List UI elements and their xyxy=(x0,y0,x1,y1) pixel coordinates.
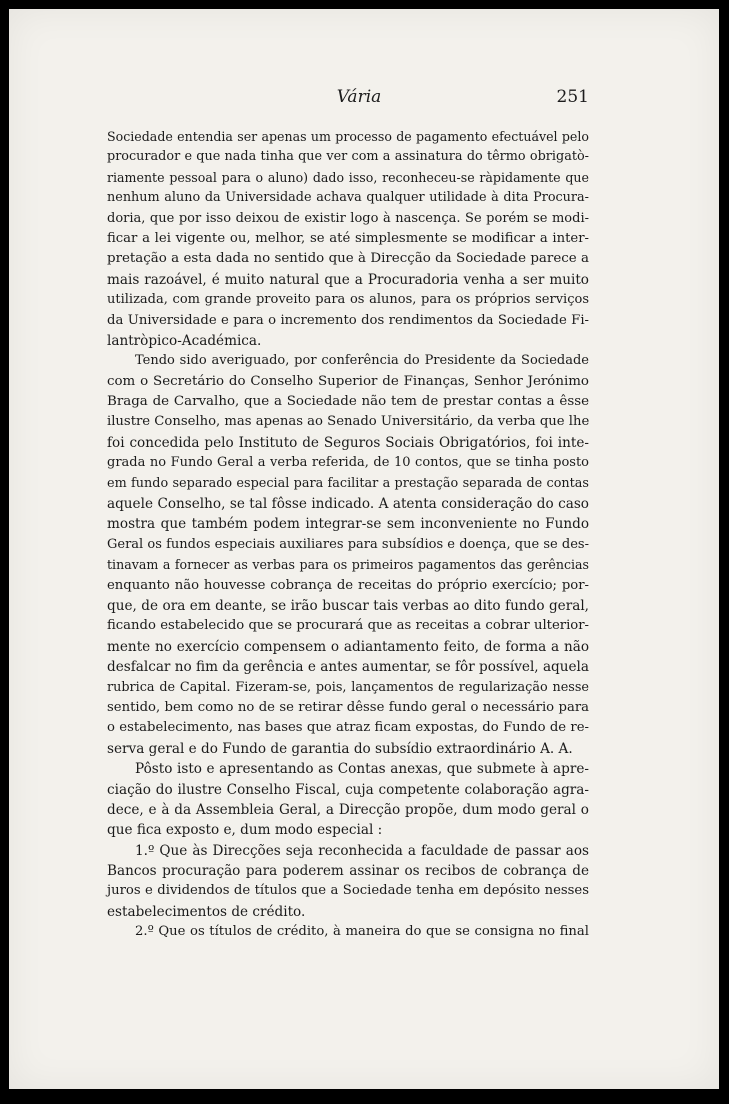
text-line: rubrica de Capital. Fizeram-se, pois, lançamentos de regularização nesse xyxy=(107,679,589,695)
text-line: dece, e à da Assembleia Geral, a Direcção propõe, dum modo geral o xyxy=(107,801,589,818)
text-line: ficando estabelecido que se procurará que as receitas a cobrar ulterior- xyxy=(107,618,589,634)
text-line: procurador e que nada tinha que ver com a assinatura do têrmo obrigatò- xyxy=(107,149,589,165)
text-line: Braga de Carvalho, que a Sociedade não tem de prestar contas a êsse xyxy=(107,394,589,410)
text-line: doria, que por isso deixou de existir logo à nascença. Se porém se modi- xyxy=(107,210,589,226)
text-line: mente no exercício compensem o adiantamento feito, de forma a não xyxy=(107,638,589,655)
text-line: utilizada, com grande proveito para os alunos, para os próprios serviços xyxy=(107,292,589,308)
text-line: foi concedida pelo Instituto de Seguros Sociais Obrigatórios, foi inte- xyxy=(107,434,589,451)
text-line: pretação a esta dada no sentido que à Direcção da Sociedade parece a xyxy=(107,251,589,267)
text-line: grada no Fundo Geral a verba referida, de 10 contos, que se tinha posto xyxy=(107,455,589,471)
text-line: estabelecimentos de crédito. xyxy=(107,903,306,920)
text-line: com o Secretário do Conselho Superior de Finanças, Senhor Jerónimo xyxy=(107,373,589,389)
running-title: Vária xyxy=(336,87,382,107)
text-line: enquanto não houvesse cobrança de receitas do próprio exercício; por- xyxy=(107,577,589,593)
text-line: que fica exposto e, dum modo especial : xyxy=(107,822,383,839)
text-line: Geral os fundos especiais auxiliares para subsídios e doença, que se des- xyxy=(107,536,589,552)
text-line: juros e dividendos de títulos que a Sociedade tenha em depósito nesses xyxy=(107,883,589,899)
text-line: nenhum aluno da Universidade achava qualquer utilidade à dita Procura- xyxy=(107,190,589,206)
text-line: em fundo separado especial para facilitar a prestação separada de contas xyxy=(107,475,589,491)
text-line: Tendo sido averiguado, por conferência do Presidente da Sociedade xyxy=(135,353,589,369)
book-page xyxy=(9,9,719,1089)
text-line: Bancos procuração para poderem assinar os recibos de cobrança de xyxy=(107,863,589,880)
text-line: ilustre Conselho, mas apenas ao Senado Universitário, da verba que lhe xyxy=(107,414,590,430)
text-line: ciação do ilustre Conselho Fiscal, cuja competente colaboração agra- xyxy=(107,781,589,798)
body-text xyxy=(107,127,589,943)
text-line: o estabelecimento, nas bases que atraz ficam expostas, do Fundo de re- xyxy=(107,720,589,736)
text-line: serva geral e do Fundo de garantia do subsídio extraordinário A. A. xyxy=(107,740,573,757)
text-line: Pôsto isto e apresentando as Contas anexas, que submete à apre- xyxy=(135,761,589,778)
text-line: 2.º Que os títulos de crédito, à maneira do que se consigna no final xyxy=(135,924,589,940)
text-line: desfalcar no fim da gerência e antes aumentar, se fôr possível, aquela xyxy=(107,659,589,676)
page-number: 251 xyxy=(556,87,589,107)
text-line: aquele Conselho, se tal fôsse indicado. A atenta consideração do caso xyxy=(107,496,589,513)
text-line: que, de ora em deante, se irão buscar tais verbas ao dito fundo geral, xyxy=(107,597,589,614)
page-header xyxy=(109,87,609,117)
text-line: ficar a lei vigente ou, melhor, se até simplesmente se modificar a inter- xyxy=(107,230,589,246)
text-line: da Universidade e para o incremento dos rendimentos da Sociedade Fi- xyxy=(107,312,589,328)
text-line: mostra que também podem integrar-se sem inconveniente no Fundo xyxy=(107,516,589,533)
text-line: sentido, bem como no de se retirar dêsse fundo geral o necessário para xyxy=(107,699,589,715)
text-line: 1.º Que às Direcções seja reconhecida a faculdade de passar aos xyxy=(135,842,589,859)
text-line: lantròpico-Académica. xyxy=(107,332,262,349)
text-line: riamente pessoal para o aluno) dado isso, reconheceu-se ràpidamente que xyxy=(107,169,589,185)
text-line: tinavam a fornecer as verbas para os primeiros pagamentos das gerências xyxy=(107,557,589,573)
text-line: Sociedade entendia ser apenas um processo de pagamento efectuável pelo xyxy=(107,129,589,144)
text-line: mais razoável, é muito natural que a Procuradoria venha a ser muito xyxy=(107,271,589,288)
